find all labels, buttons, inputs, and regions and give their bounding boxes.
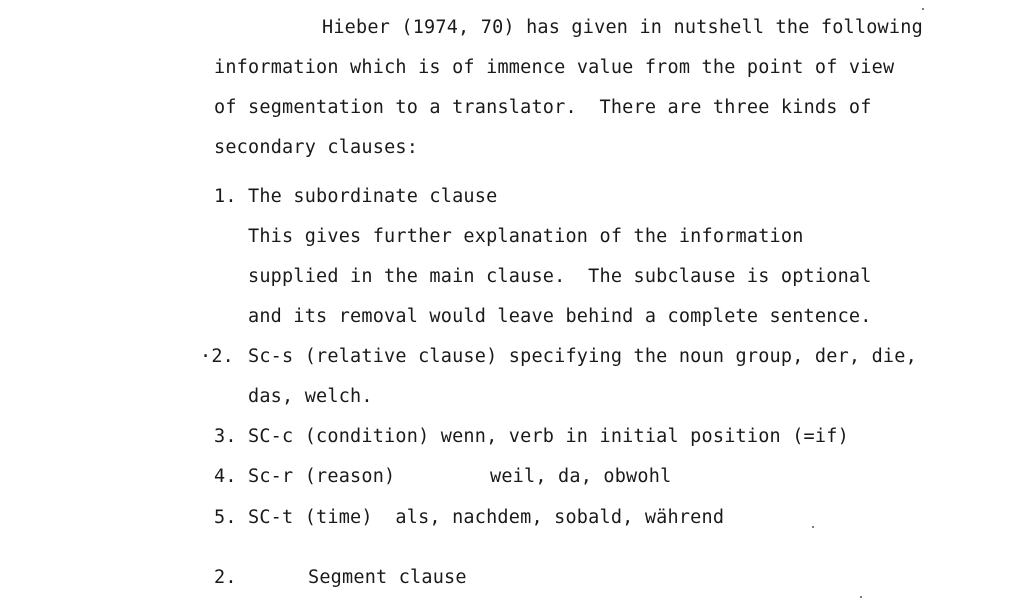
list-item-line: Sc-s (relative clause) specifying the noun group, der, die, <box>248 346 917 367</box>
list-item-line: and its removal would leave behind a complete sentence. <box>248 306 872 327</box>
list-item-detail: weil, da, obwohl <box>490 466 672 487</box>
list-item-number: 1. <box>214 186 237 207</box>
list-item-number: 3. <box>214 426 237 447</box>
scan-speck <box>812 526 814 528</box>
paragraph-line-1: Hieber (1974, 70) has given in nutshell the following <box>322 17 923 38</box>
paragraph-line-2: information which is of immence value from the point of view <box>214 57 895 78</box>
list-item-line: The subordinate clause <box>248 186 498 207</box>
section-title: Segment clause <box>308 567 467 588</box>
paragraph-line-3: of segmentation to a translator. There are three kinds of <box>214 97 872 118</box>
list-item-line: This gives further explanation of the information <box>248 226 804 247</box>
list-item-line: das, welch. <box>248 386 373 407</box>
list-item-label: Sc-r (reason) <box>248 466 396 487</box>
list-item-line: supplied in the main clause. The subclause is optional <box>248 266 872 287</box>
paragraph-line-4: secondary clauses: <box>214 137 419 158</box>
scan-speck <box>922 8 924 10</box>
list-item-line: SC-t (time) als, nachdem, sobald, während <box>248 507 725 528</box>
list-item-number: ·2. <box>200 346 235 367</box>
list-item-number: 5. <box>214 507 237 528</box>
section-number: 2. <box>214 567 237 588</box>
list-item-line: SC-c (condition) wenn, verb in initial position (=if) <box>248 426 849 447</box>
scan-speck <box>860 596 862 598</box>
list-item-number: 4. <box>214 466 237 487</box>
